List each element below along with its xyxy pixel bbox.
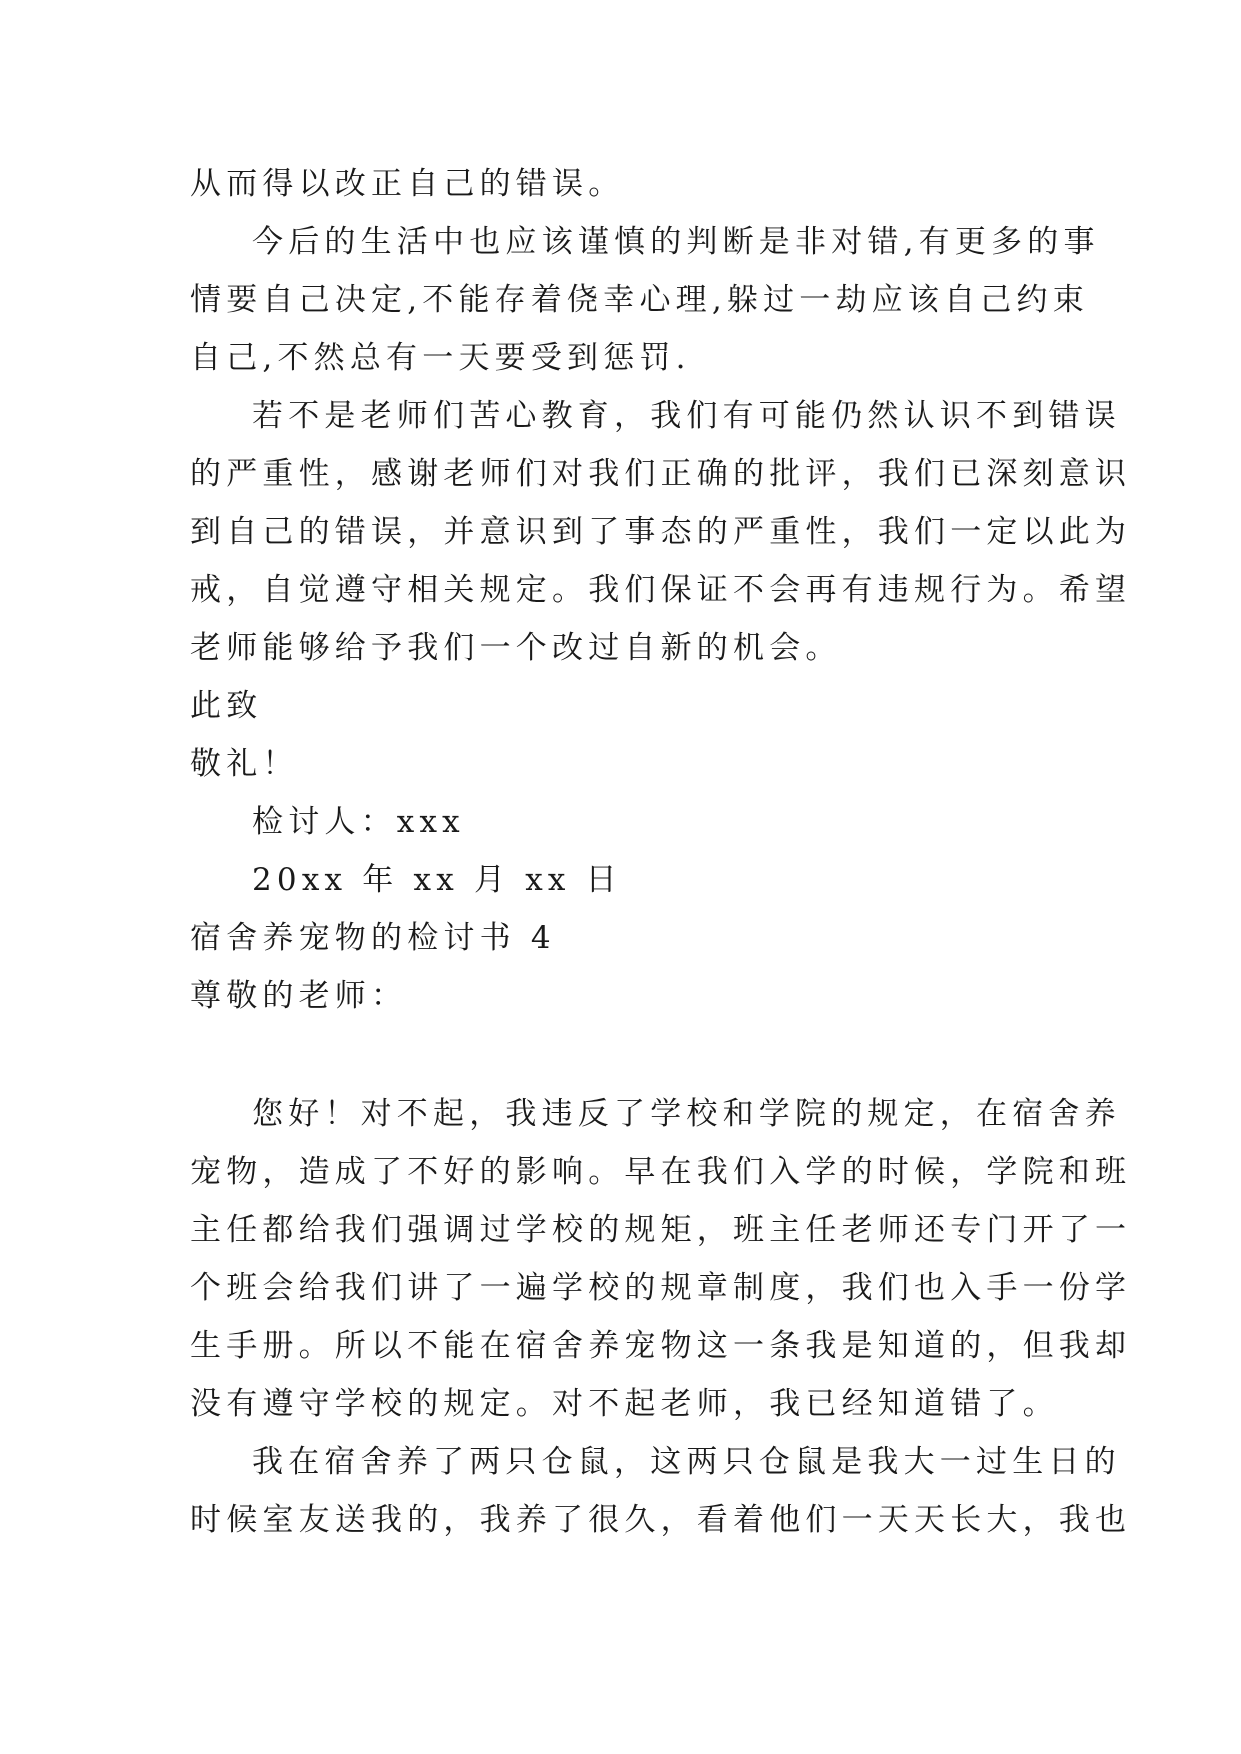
- text-line: 个班会给我们讲了一遍学校的规章制度，我们也入手一份学: [190, 1270, 1132, 1306]
- text-line: 戒，自觉遵守相关规定。我们保证不会再有违规行为。希望: [190, 572, 1132, 608]
- text-line: 若不是老师们苦心教育，我们有可能仍然认识不到错误: [252, 398, 1121, 434]
- signature-line: 检讨人：xxx: [252, 804, 465, 840]
- text-line: 今后的生活中也应该谨慎的判断是非对错,有更多的事: [252, 224, 1100, 260]
- text-line: 的严重性，感谢老师们对我们正确的批评，我们已深刻意识: [190, 456, 1132, 492]
- text-line: 到自己的错误，并意识到了事态的严重性，我们一定以此为: [190, 514, 1132, 550]
- closing-salutation: 此致: [190, 688, 263, 724]
- text-line: 我在宿舍养了两只仓鼠，这两只仓鼠是我大一过生日的: [252, 1444, 1121, 1480]
- section-title: 宿舍养宠物的检讨书 4: [190, 920, 556, 956]
- date-line: 20xx 年 xx 月 xx 日: [252, 862, 622, 898]
- text-line: 宠物，造成了不好的影响。早在我们入学的时候，学院和班: [190, 1154, 1132, 1190]
- text-line: 从而得以改正自己的错误。: [190, 166, 625, 202]
- text-line: 您好！对不起，我违反了学校和学院的规定，在宿舍养: [252, 1096, 1121, 1132]
- closing-regards: 敬礼！: [190, 746, 299, 782]
- text-line: 没有遵守学校的规定。对不起老师，我已经知道错了。: [190, 1386, 1059, 1422]
- text-line: 自己,不然总有一天要受到惩罚.: [190, 340, 691, 376]
- text-line: 主任都给我们强调过学校的规矩，班主任老师还专门开了一: [190, 1212, 1132, 1248]
- text-line: 老师能够给予我们一个改过自新的机会。: [190, 630, 842, 666]
- text-line: 情要自己决定,不能存着侥幸心理,躲过一劫应该自己约束: [190, 282, 1089, 318]
- greeting: 尊敬的老师：: [190, 978, 408, 1014]
- text-line: 时候室友送我的，我养了很久，看着他们一天天长大，我也: [190, 1502, 1132, 1538]
- text-line: 生手册。所以不能在宿舍养宠物这一条我是知道的，但我却: [190, 1328, 1132, 1364]
